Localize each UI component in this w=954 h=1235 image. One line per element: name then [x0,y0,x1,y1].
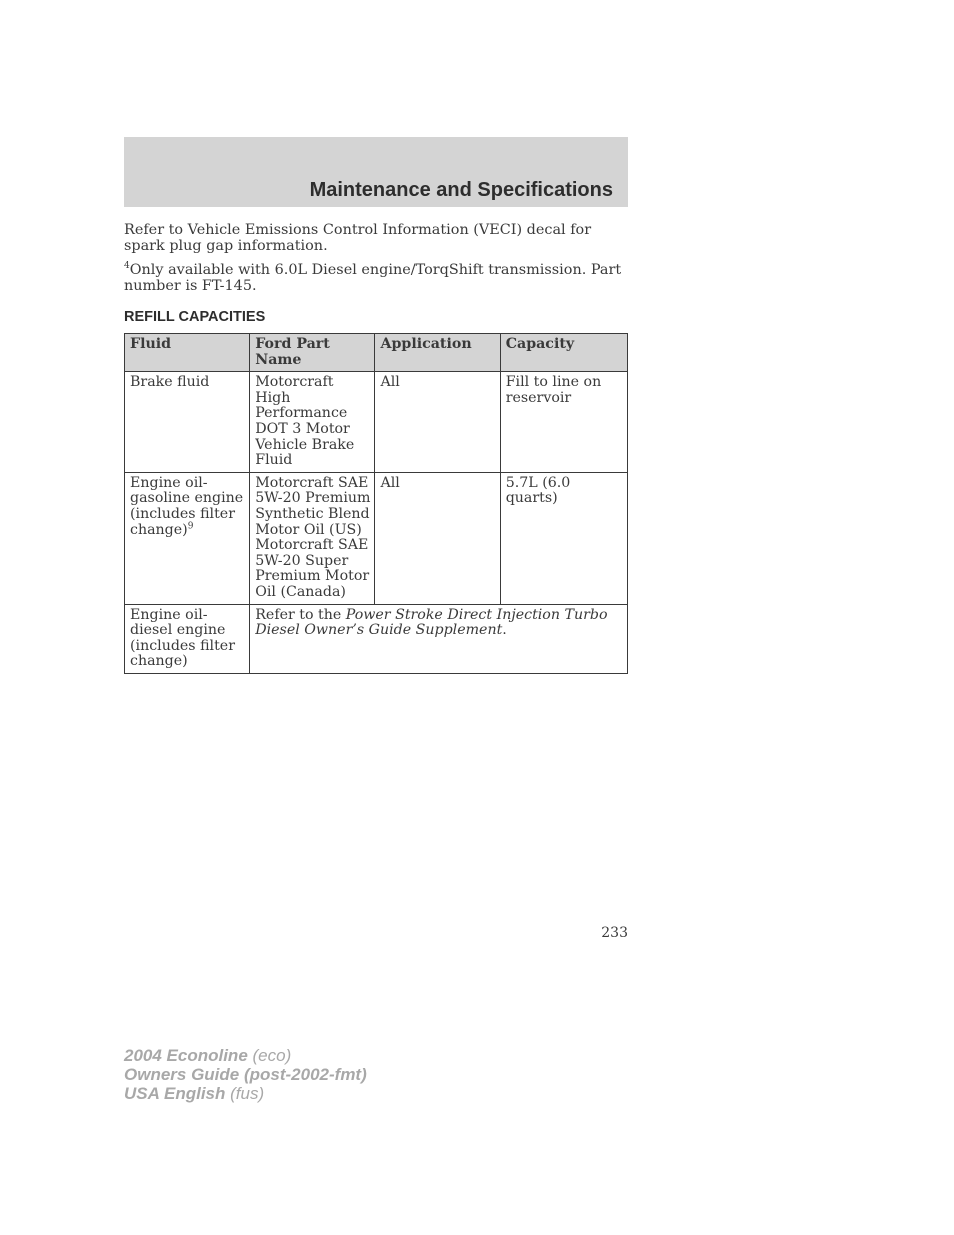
cell-capacity: Fill to line on reservoir [500,372,627,473]
footer-model-code: (eco) [252,1046,292,1065]
cell-fluid [125,472,250,604]
column-header-capacity: Capacity [500,334,627,372]
cell-capacity: 5.7L (6.0 quarts) [500,472,627,604]
footer-guide: Owners Guide (post-2002-fmt) [124,1065,367,1084]
refill-capacities-heading: REFILL CAPACITIES [124,309,266,325]
footer-language: USA English [124,1084,226,1103]
refill-capacities-table [124,333,628,674]
footnote-marker: 9 [187,520,194,531]
column-header-fluid: Fluid [125,334,250,372]
cell-part-name: Motorcraft High Performance DOT 3 Motor Vehicle Brake Fluid [250,372,375,473]
table-header-row [125,334,628,372]
section-header-band [124,137,628,207]
reference-suffix: . [502,622,507,639]
document-footer [124,1046,367,1103]
footer-line-guide [124,1065,367,1084]
column-header-part-name: Ford Part Name [250,334,375,372]
page-number: 233 [601,925,628,941]
cell-application: All [375,372,500,473]
section-header-title: Maintenance and Specifications [309,179,613,201]
footnote-text: Only available with 6.0L Diesel engine/TorqShift transmission. Part number is FT-145. [124,262,622,294]
table-row [125,604,628,673]
cell-application: All [375,472,500,604]
cell-reference [250,604,628,673]
footer-model: 2004 Econoline [124,1046,248,1065]
cell-fluid: Engine oil-diesel engine (includes filter change) [125,604,250,673]
cell-fluid: Brake fluid [125,372,250,473]
footnote-marker: 4 [124,261,130,272]
footer-line-language [124,1084,367,1103]
cell-fluid-text: Engine oil-gasoline engine (includes filter change) [130,474,244,538]
reference-publication: Power Stroke Direct Injection Turbo Diesel Owner’s Guide Supplement [255,606,608,639]
reference-prefix: Refer to the [255,606,346,623]
column-header-application: Application [375,334,500,372]
footnote-paragraph [124,262,624,294]
veci-paragraph: Refer to Vehicle Emissions Control Information (VECI) decal for spark plug gap information. [124,222,592,254]
footer-language-code: (fus) [230,1084,265,1103]
table-row [125,372,628,473]
cell-part-name: Motorcraft SAE 5W-20 Premium Synthetic Blend Motor Oil (US) Motorcraft SAE 5W-20 Super Premium Motor Oil (Canada) [250,472,375,604]
footer-line-model [124,1046,367,1065]
table-row [125,472,628,604]
